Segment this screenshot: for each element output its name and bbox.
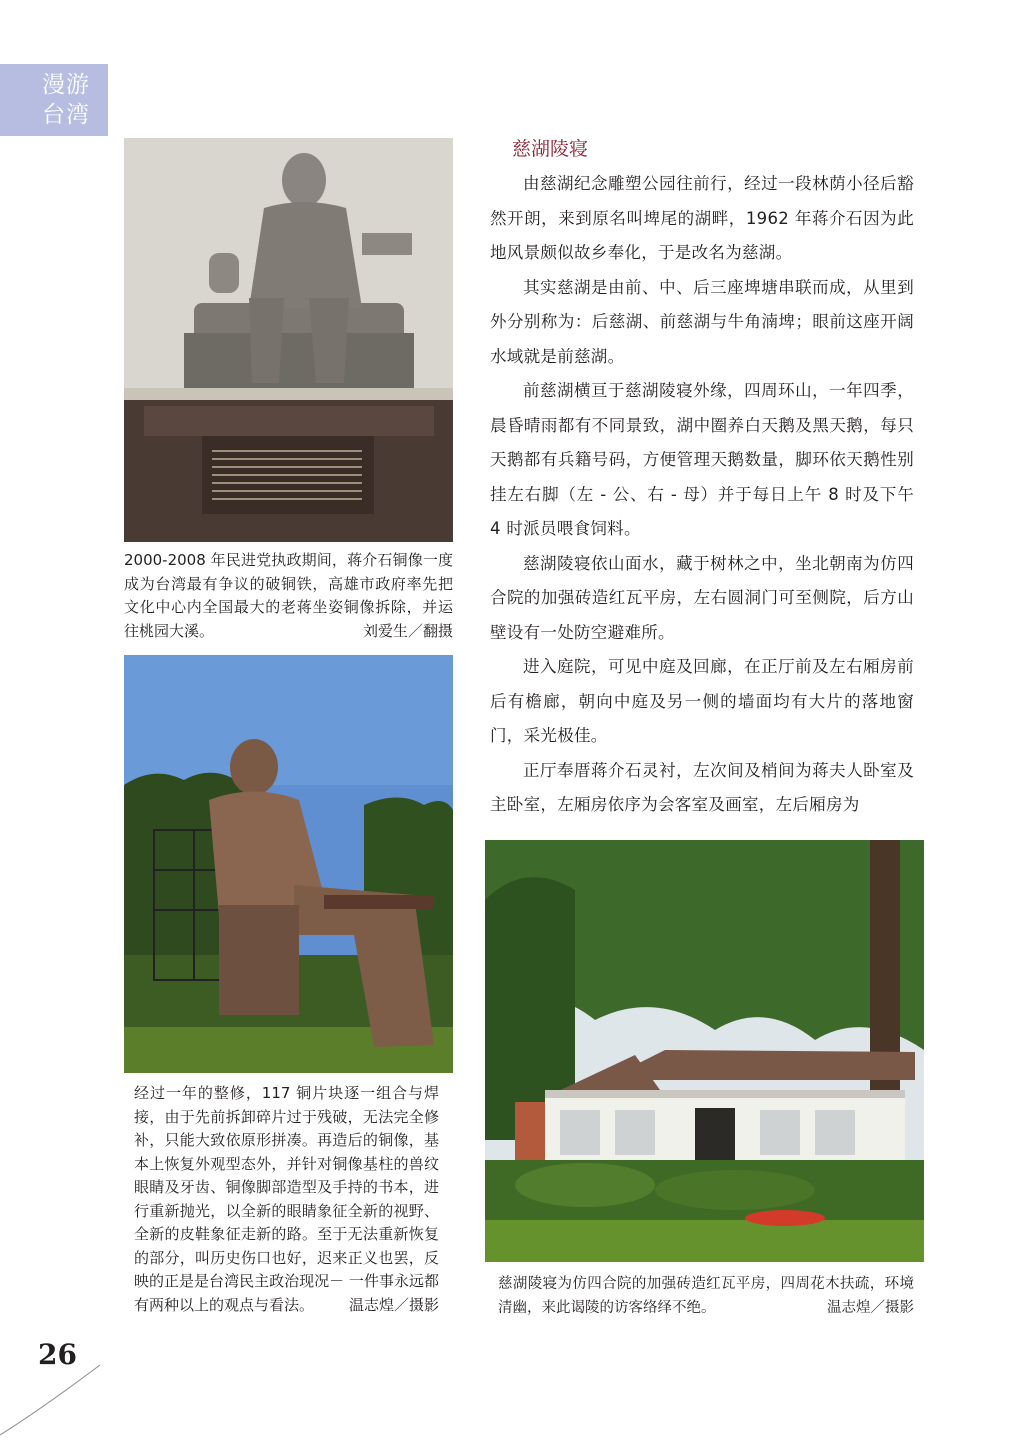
- photo3-credit: 温志煌／摄影: [827, 1299, 914, 1316]
- article-title: 慈湖陵寝: [512, 138, 589, 160]
- article: [490, 134, 914, 823]
- photo1-credit: 刘爱生／翻摄: [362, 621, 453, 640]
- photo-indoor-statue: [124, 138, 453, 542]
- article-paragraph: 前慈湖横亘于慈湖陵寝外缘，四周环山，一年四季，晨昏晴雨都有不同景致，湖中圈养白天鹅及黑天鹅，每只天鹅都有兵籍号码，方便管理天鹅数量，脚环依天鹅性别挂左右脚（左 - 公、右 - 母）并于每日上午 8 时及下午 4 时派员喂食饲料。: [490, 381, 914, 538]
- photo-outdoor-statue: [124, 655, 453, 1073]
- article-paragraph: 其实慈湖是由前、中、后三座埤塘串联而成，从里到外分别称为：后慈湖、前慈湖与牛角湳埤；眼前这座开阔水域就是前慈湖。: [490, 277, 914, 366]
- photo1-caption: [124, 549, 453, 643]
- section-tab-label: 漫游台湾: [42, 72, 90, 128]
- section-tab: [0, 64, 108, 136]
- photo2-caption: [134, 1082, 439, 1317]
- article-paragraph: 慈湖陵寝依山面水，藏于树林之中，坐北朝南为仿四合院的加强砖造红瓦平房，左右圆洞门可至侧院，后方山壁设有一处防空避难所。: [490, 553, 914, 642]
- photo3-caption-text: 慈湖陵寝为仿四合院的加强砖造红瓦平房，四周花木扶疏，环境清幽，来此谒陵的访客络绎不绝。: [498, 1276, 914, 1316]
- article-paragraph: 进入庭院，可见中庭及回廊，在正厅前及左右厢房前后有檐廊，朝向中庭及另一侧的墙面均有大片的落地窗门，采光极佳。: [490, 657, 914, 745]
- corner-decoration: [0, 1360, 110, 1440]
- photo2-credit: 温志煌／摄影: [348, 1295, 439, 1314]
- article-paragraph: 正厅奉厝蒋介石灵衬，左次间及梢间为蒋夫人卧室及主卧室，左厢房依序为会客室及画室，左后厢房为: [490, 760, 914, 814]
- page-number: 26: [38, 1338, 77, 1371]
- article-paragraph: 由慈湖纪念雕塑公园往前行，经过一段林荫小径后豁然开朗，来到原名叫埤尾的湖畔，1962 年蒋介石因为此地风景颇似故乡奉化，于是改名为慈湖。: [490, 174, 914, 262]
- photo2-caption-text: 经过一年的整修，117 铜片块逐一组合与焊接，由于先前拆卸碎片过于残破，无法完全修补，只能大致依原形拼凑。再造后的铜像，基本上恢复外观型态外，并针对铜像基柱的兽纹眼睛及牙齿、铜像脚部造型及手持的书本，进行重新抛光，以全新的眼睛象征全新的视野、全新的皮鞋象征走新的路。至于无法重新恢复的部分，叫历史伤口也好，迟来正义也罢，反映的正是是台湾民主政治现况－ 一件事永远都有两种以上的观点与看法。: [134, 1084, 439, 1314]
- photo-mausoleum: [485, 840, 924, 1262]
- photo3-caption: [498, 1273, 914, 1320]
- photo1-caption-text: 2000-2008 年民进党执政期间，蒋介石铜像一度成为台湾最有争议的破铜铁，高雄市政府率先把文化中心内全国最大的老蒋坐姿铜像拆除，并运往桃园大溪。: [124, 551, 453, 640]
